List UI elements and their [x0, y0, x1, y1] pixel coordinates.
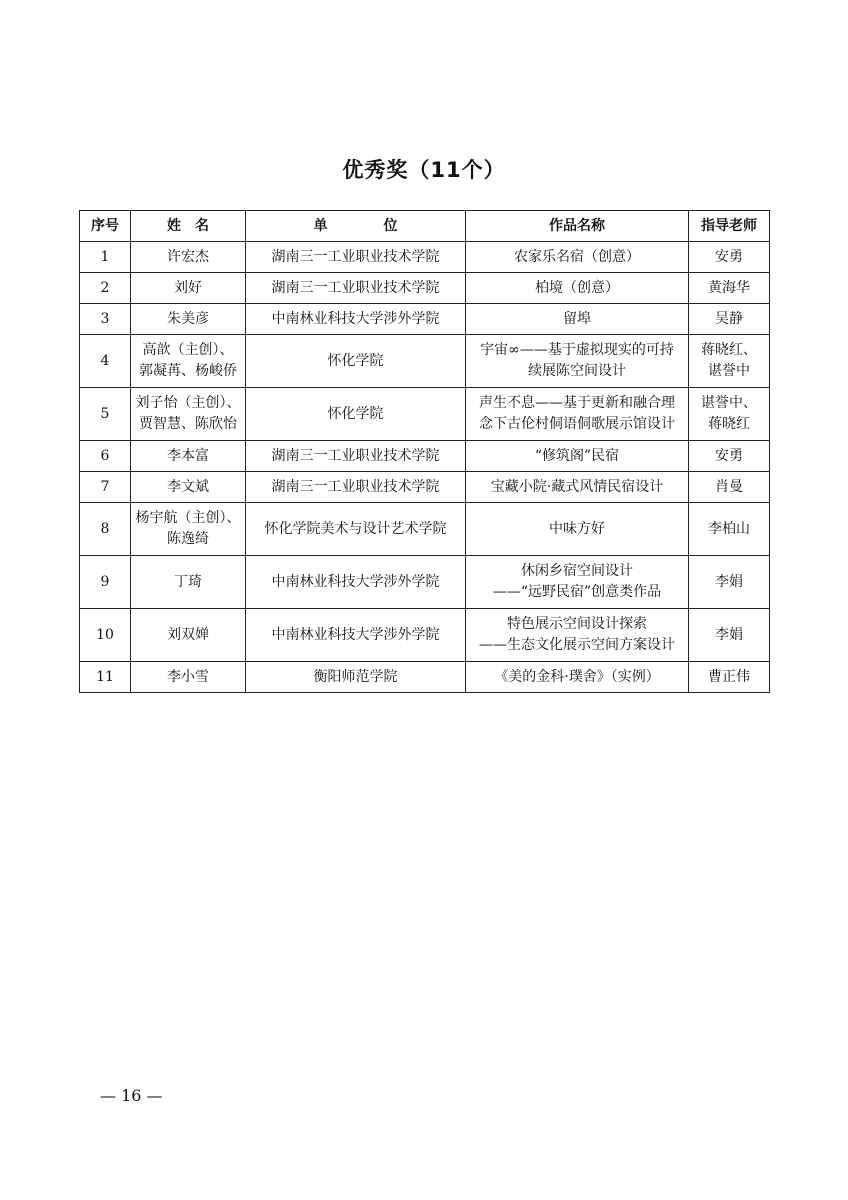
cell-advisor — [689, 388, 770, 441]
cell-unit: 中南林业科技大学涉外学院 — [246, 304, 466, 335]
cell-name-line: 高歆（主创）、 — [142, 342, 234, 358]
cell-index: 11 — [80, 662, 131, 693]
cell-work-line: 休闲乡宿空间设计 — [521, 563, 633, 579]
cell-name-line: 李本富 — [167, 447, 209, 464]
cell-work-line: 续展陈空间设计 — [528, 363, 626, 379]
cell-name — [131, 472, 246, 503]
cell-name — [131, 609, 246, 662]
cell-advisor-line: 安勇 — [715, 447, 743, 464]
cell-name — [131, 335, 246, 388]
table-row — [80, 242, 770, 273]
header-unit: 单 位 — [246, 211, 466, 242]
cell-name — [131, 441, 246, 472]
cell-name-line: 刘好 — [174, 279, 202, 296]
cell-work-line: 留埠 — [563, 310, 591, 327]
cell-advisor — [689, 441, 770, 472]
cell-name-line: 李文斌 — [167, 478, 209, 495]
cell-index: 5 — [80, 388, 131, 441]
cell-work-line: 声生不息——基于更新和融合理 — [479, 395, 675, 411]
cell-name — [131, 556, 246, 609]
cell-unit: 中南林业科技大学涉外学院 — [246, 609, 466, 662]
cell-name-line: 陈逸绮 — [167, 531, 209, 547]
cell-work-line: 中味方好 — [549, 520, 605, 537]
cell-advisor-line: 谌誉中、 — [701, 395, 757, 411]
cell-index: 9 — [80, 556, 131, 609]
cell-work-line: 宝藏小院·藏式风情民宿设计 — [490, 478, 664, 495]
cell-unit: 怀化学院 — [246, 388, 466, 441]
cell-advisor — [689, 304, 770, 335]
cell-advisor-line: 蒋晓红、 — [701, 342, 757, 358]
cell-name-line: 贾智慧、陈欣怡 — [139, 416, 237, 432]
cell-work — [466, 441, 689, 472]
cell-name — [131, 503, 246, 556]
cell-work-line: 农家乐名宿（创意） — [514, 248, 640, 265]
awards-table — [79, 210, 770, 693]
cell-name — [131, 242, 246, 273]
cell-unit: 湖南三一工业职业技术学院 — [246, 472, 466, 503]
cell-unit: 湖南三一工业职业技术学院 — [246, 441, 466, 472]
cell-index: 1 — [80, 242, 131, 273]
cell-work-line: 柏境（创意） — [535, 279, 619, 296]
cell-work — [466, 556, 689, 609]
cell-work-line: “修筑阁”民宿 — [534, 447, 620, 464]
page-title: 优秀奖（11个） — [342, 158, 506, 182]
cell-work-line: 宇宙∞——基于虚拟现实的可持 — [480, 342, 674, 358]
cell-index: 4 — [80, 335, 131, 388]
header-advisor: 指导老师 — [689, 211, 770, 242]
page-number: — 16 — — [100, 1086, 163, 1105]
cell-name-line: 刘双婵 — [167, 626, 209, 643]
table-row — [80, 556, 770, 609]
cell-advisor — [689, 609, 770, 662]
cell-work-line: 念下古伦村侗语侗歌展示馆设计 — [479, 416, 675, 432]
table-row — [80, 609, 770, 662]
header-work: 作品名称 — [466, 211, 689, 242]
cell-name — [131, 388, 246, 441]
cell-index: 3 — [80, 304, 131, 335]
table-row — [80, 273, 770, 304]
cell-advisor — [689, 273, 770, 304]
cell-advisor-line: 吴静 — [715, 310, 743, 327]
cell-name — [131, 273, 246, 304]
cell-work — [466, 304, 689, 335]
cell-name-line: 李小雪 — [167, 668, 209, 685]
cell-index: 8 — [80, 503, 131, 556]
cell-advisor-line: 谌誉中 — [708, 363, 750, 379]
table-row — [80, 503, 770, 556]
cell-work-line: 《美的金科·璞舍》（实例） — [494, 668, 660, 685]
cell-advisor — [689, 556, 770, 609]
cell-index: 2 — [80, 273, 131, 304]
cell-advisor — [689, 472, 770, 503]
table-row — [80, 441, 770, 472]
cell-unit: 湖南三一工业职业技术学院 — [246, 273, 466, 304]
cell-name-line: 郭凝苒、杨峻侨 — [139, 363, 237, 379]
cell-advisor — [689, 503, 770, 556]
cell-advisor-line: 李娟 — [715, 573, 743, 590]
cell-name-line: 朱美彦 — [167, 310, 209, 327]
cell-advisor — [689, 662, 770, 693]
cell-advisor-line: 黄海华 — [708, 279, 750, 296]
cell-name-line: 杨宇航（主创）、 — [135, 510, 241, 526]
cell-index: 6 — [80, 441, 131, 472]
cell-unit: 湖南三一工业职业技术学院 — [246, 242, 466, 273]
cell-unit: 中南林业科技大学涉外学院 — [246, 556, 466, 609]
table-row — [80, 388, 770, 441]
cell-advisor-line: 李柏山 — [708, 520, 750, 537]
cell-advisor-line: 李娟 — [715, 626, 743, 643]
cell-advisor-line: 肖曼 — [715, 478, 743, 495]
table-row — [80, 472, 770, 503]
table-row — [80, 335, 770, 388]
table-row — [80, 304, 770, 335]
cell-work — [466, 335, 689, 388]
cell-work — [466, 242, 689, 273]
header-name: 姓 名 — [131, 211, 246, 242]
cell-work — [466, 472, 689, 503]
cell-unit: 怀化学院美术与设计艺术学院 — [246, 503, 466, 556]
cell-work-line: 特色展示空间设计探索 — [507, 616, 647, 632]
cell-work — [466, 388, 689, 441]
cell-advisor — [689, 242, 770, 273]
table-body — [80, 242, 770, 693]
cell-index: 7 — [80, 472, 131, 503]
cell-advisor — [689, 335, 770, 388]
cell-work — [466, 273, 689, 304]
cell-unit: 衡阳师范学院 — [246, 662, 466, 693]
cell-work — [466, 503, 689, 556]
table-row — [80, 662, 770, 693]
cell-work-line: ——“远野民宿”创意类作品 — [492, 584, 662, 600]
cell-name — [131, 304, 246, 335]
cell-name-line: 丁琦 — [174, 573, 202, 590]
header-index: 序号 — [80, 211, 131, 242]
cell-name — [131, 662, 246, 693]
cell-name-line: 刘子怡（主创）、 — [135, 395, 241, 411]
cell-unit: 怀化学院 — [246, 335, 466, 388]
table-header-row — [80, 211, 770, 242]
cell-work-line: ——生态文化展示空间方案设计 — [479, 637, 675, 653]
cell-work — [466, 662, 689, 693]
cell-name-line: 许宏杰 — [167, 248, 209, 265]
cell-index: 10 — [80, 609, 131, 662]
cell-advisor-line: 蒋晓红 — [708, 416, 750, 432]
cell-advisor-line: 安勇 — [715, 248, 743, 265]
cell-advisor-line: 曹正伟 — [708, 668, 750, 685]
cell-work — [466, 609, 689, 662]
